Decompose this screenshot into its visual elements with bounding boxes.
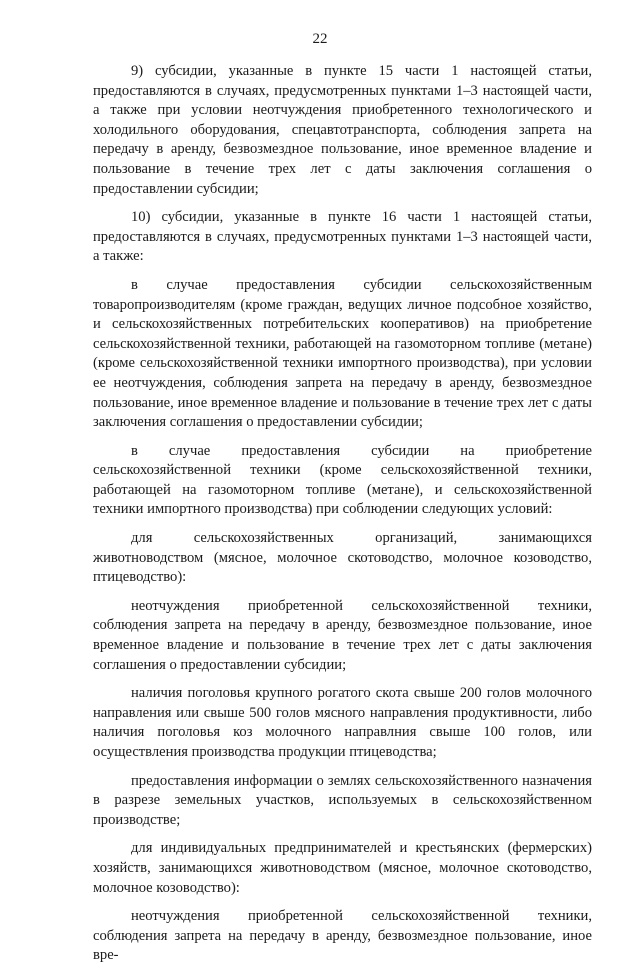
paragraph-gas-engine-machinery: в случае предоставления субсидии сельскохозяйственным товаропроизводителям (кроме граждан, ведущих личное подсобное хозяйство, и сельскохозяйственных потребительских кооперативов) на приобретение сельскохозяйственной техники, работающей на газомоторном топливе (метане) (кроме сельскохозяйственной техники импортного производства), при условии ее неотчуждения, соблюдения запрета на передачу в аренду, безвозмездное пользование, иное временное владение и пользование в течение трех лет с даты заключения соглашения о предоставлении субсидии; bbox=[93, 276, 592, 431]
paragraph-land-information: предоставления информации о землях сельскохозяйственного назначения в разрезе земельных участков, используемых в сельскохозяйственном производстве; bbox=[93, 772, 592, 828]
paragraph-entrepreneurs-farms: для индивидуальных предпринимателей и крестьянских (фермерских) хозяйств, занимающихся животноводством (мясное, молочное скотоводство, молочное козоводство): bbox=[93, 840, 592, 896]
paragraph-item-9: 9) субсидии, указанные в пункте 15 части 1 настоящей статьи, предоставляются в случаях, предусмотренных пунктами 1–3 настоящей части, а также при условии неотчуждения приобретенного технологического и холодильного оборудования, спецавтотранспорта, соблюдения запрета на передачу в аренду, безвозмездное пользование, иное временное владение и пользование в течение трех лет с даты заключения соглашения о предоставлении субсидии; bbox=[93, 63, 592, 197]
page-number: 22 bbox=[312, 31, 328, 47]
paragraph-non-alienation-farms: неотчуждения приобретенной сельскохозяйственной техники, соблюдения запрета на передачу в аренду, безвозмездное пользование, иное вре- bbox=[93, 908, 592, 964]
paragraph-livestock-count: наличия поголовья крупного рогатого скота свыше 200 голов молочного направления или свыше 500 голов мясного направления продуктивности, либо наличия поголовья коз молочного направлния свыше 100 голов, или осуществления производства продукции птицеводства; bbox=[93, 685, 592, 760]
paragraph-other-machinery: в случае предоставления субсидии на приобретение сельскохозяйственной техники (кроме сельскохозяйственной техники, работающей на газомоторном топливе (метане), и сельскохозяйственной техники импортного производства) при соблюдении следующих условий: bbox=[93, 442, 592, 518]
paragraph-agricultural-organizations: для сельскохозяйственных организаций, занимающихся животноводством (мясное, молочное скотоводство, молочное козоводство, птицеводство): bbox=[93, 530, 592, 586]
document-body bbox=[93, 62, 592, 975]
paragraph-non-alienation-organizations: неотчуждения приобретенной сельскохозяйственной техники, соблюдения запрета на передачу в аренду, безвозмездное пользование, иное временное владение и пользование в течение трех лет с даты заключения соглашения о предоставлении субсидии; bbox=[93, 597, 592, 673]
paragraph-item-10: 10) субсидии, указанные в пункте 16 части 1 настоящей статьи, предоставляются в случаях, предусмотренных пунктами 1–3 настоящей части, а также: bbox=[93, 209, 592, 265]
